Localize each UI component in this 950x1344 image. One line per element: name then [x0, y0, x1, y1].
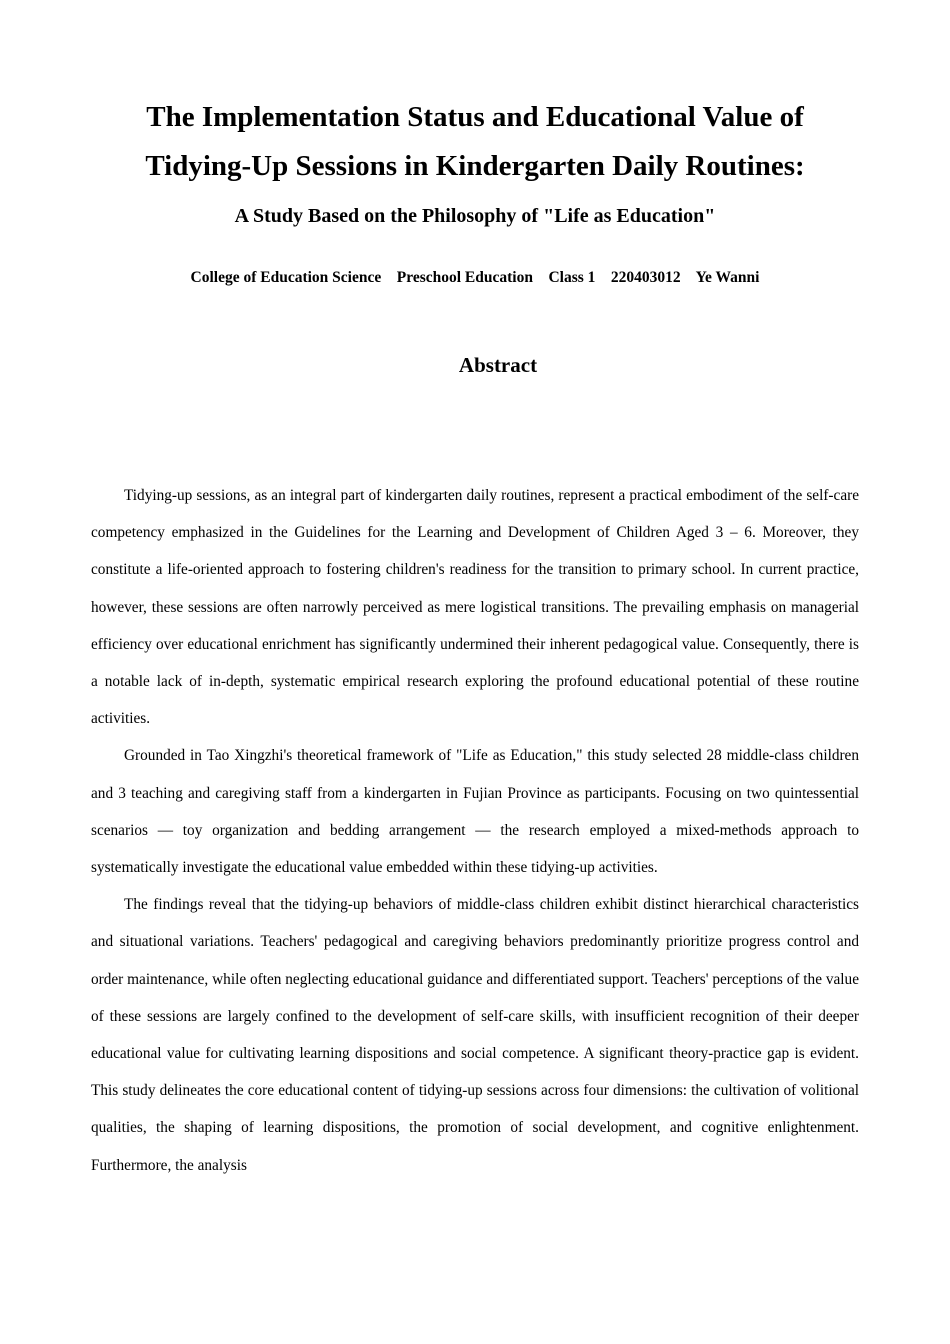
abstract-paragraph-3: The findings reveal that the tidying-up behaviors of middle-class children exhibit distinct hierarchical characteristics and situational variations. Teachers' pedagogical and caregiving behaviors predominantly prioritize progress control and order maintenance, while often neglecting educational guidance and differentiated support. Teachers' perceptions of the value of these sessions are largely confined to the development of self-care skills, with insufficient recognition of their deeper educational value for cultivating learning dispositions and social competence. A significant theory-practice gap is evident. This study delineates the core educational content of tidying-up sessions across four dimensions: the cultivation of volitional qualities, the shaping of learning dispositions, the promotion of social development, and cognitive enlightenment. Furthermore, the analysis — [91, 896, 859, 1174]
paper-title-line-1: The Implementation Status and Educational Value of — [146, 101, 804, 133]
paper-title-line-2: Tidying-Up Sessions in Kindergarten Daily Routines: — [145, 150, 805, 182]
abstract-body — [91, 477, 859, 1184]
abstract-paragraph-2: Grounded in Tao Xingzhi's theoretical framework of "Life as Education," this study selected 28 middle-class children and 3 teaching and caregiving staff from a kindergarten in Fujian Province as participants. Focusing on two quintessential scenarios — toy organization and bedding arrangement — the research employed a mixed-methods approach to systematically investigate the educational value embedded within these tidying-up activities. — [91, 747, 859, 877]
author-affiliation: College of Education Science Preschool Education Class 1 220403012 Ye Wanni — [190, 269, 760, 286]
abstract-heading: Abstract — [458, 353, 538, 377]
abstract-paragraph-1: Tidying-up sessions, as an integral part of kindergarten daily routines, represent a practical embodiment of the self-care competency emphasized in the Guidelines for the Learning and Development of Children Aged 3 – 6. Moreover, they constitute a life-oriented approach to fostering children's readiness for the transition to primary school. In current practice, however, these sessions are often narrowly perceived as mere logistical transitions. The prevailing emphasis on managerial efficiency over educational enrichment has significantly undermined their inherent pedagogical value. Consequently, there is a notable lack of in-depth, systematic empirical research exploring the profound educational potential of these routine activities. — [91, 487, 859, 728]
paper-subtitle: A Study Based on the Philosophy of "Life as Education" — [234, 205, 716, 227]
